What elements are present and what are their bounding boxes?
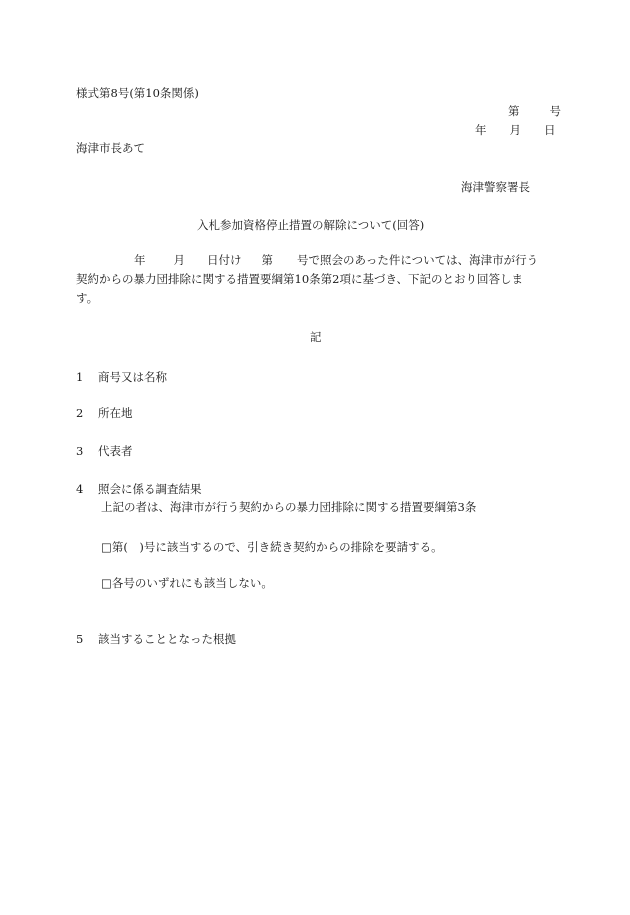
item-4: 4 照会に係る調査結果: [76, 482, 202, 496]
item-3: 3 代表者: [76, 444, 133, 458]
option-applicable: □第( )号に該当するので、引き続き契約からの排除を要請する。: [101, 540, 443, 554]
intro-line-1: 年 月 日付け 第 号で照会のあった件については、海津市が行う: [134, 253, 539, 267]
intro-line-3: す。: [76, 291, 99, 305]
item-2: 2 所在地: [76, 406, 133, 420]
date-month: 月: [509, 123, 521, 137]
date-day: 日: [544, 123, 556, 137]
intro-paragraph: [76, 251, 554, 308]
option-not-applicable: □各号のいずれにも該当しない。: [101, 576, 273, 590]
number-go: 号: [549, 104, 561, 118]
addressee: 海津市長あて: [76, 141, 145, 155]
document-title: 入札参加資格停止措置の解除について(回答): [197, 218, 425, 232]
item-1: 1 商号又は名称: [76, 370, 167, 384]
form-label: 様式第8号(第10条関係): [76, 86, 199, 100]
sender: 海津警察署長: [461, 180, 530, 194]
document-number-line: [508, 104, 561, 119]
item-5: 5 該当することとなった根拠: [76, 632, 236, 646]
item-4-text: 上記の者は、海津市が行う契約からの暴力団排除に関する措置要綱第3条: [101, 500, 477, 514]
date-year: 年: [475, 123, 487, 137]
intro-line-2: 契約からの暴力団排除に関する措置要綱第10条第2項に基づき、下記のとおり回答しま: [76, 272, 523, 286]
ki-heading: 記: [310, 330, 322, 344]
document-date-line: [475, 123, 556, 138]
number-dai: 第: [508, 104, 520, 118]
